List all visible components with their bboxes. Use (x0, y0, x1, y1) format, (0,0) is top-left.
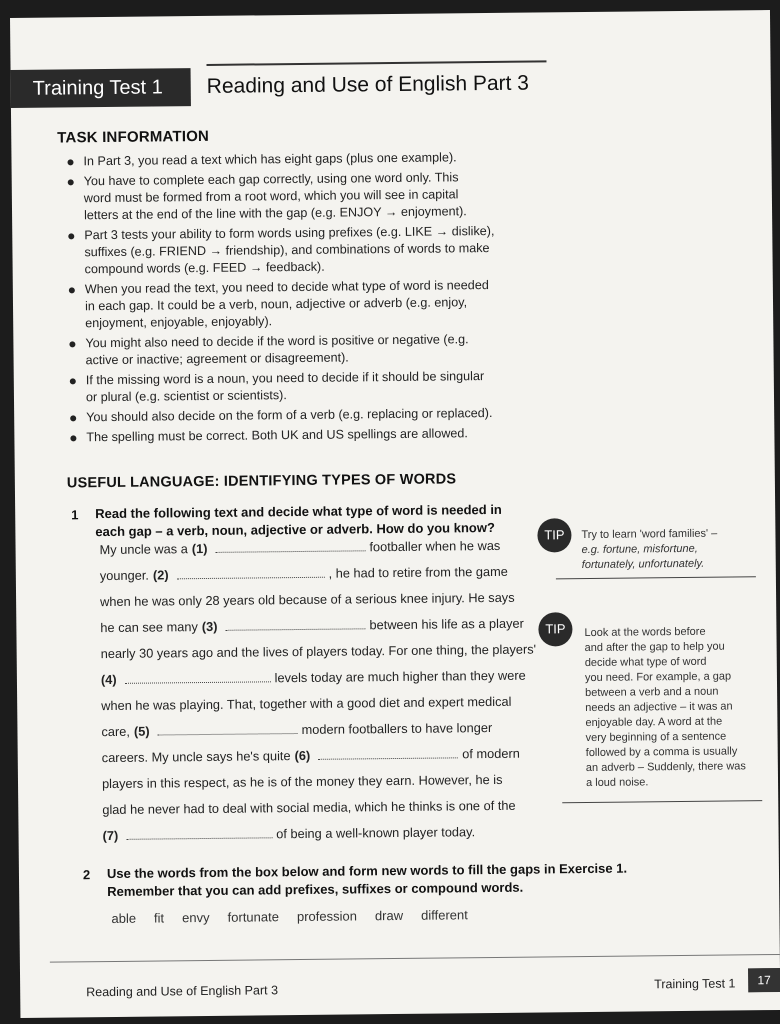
word-box-item: draw (374, 907, 404, 924)
task-bullet-line: letters at the end of the line with the gap (e.g. ENJOY → enjoyment). (83, 204, 467, 223)
gap-3-label: (3) (201, 618, 218, 635)
gap-3-blank[interactable] (225, 615, 365, 630)
task-bullet-line: in each gap. It could be a verb, noun, adjective or adverb (e.g. enjoy, (84, 295, 468, 314)
passage-line (102, 819, 532, 850)
gap-1-blank[interactable] (215, 537, 365, 553)
tip-line: e.g. fortune, misfortune, (581, 542, 698, 557)
tip-line: a loud noise. (585, 776, 649, 790)
task-bullet-line: In Part 3, you read a text which has eight gaps (plus one example). (83, 150, 457, 169)
question-1-number: 1 (71, 507, 79, 523)
task-bullet (66, 405, 536, 427)
tip-line: needs an adjective – it was an (585, 700, 733, 715)
passage-text: between his life as a player (369, 615, 524, 633)
passage-text: care, (101, 723, 131, 740)
gap-5-blank[interactable] (157, 720, 297, 735)
gap-6-label: (6) (294, 747, 311, 764)
word-box-item: able (111, 910, 137, 926)
task-bullet-line: active or inactive; agreement or disagreement). (85, 350, 349, 368)
gap-2-label: (2) (152, 567, 169, 583)
task-bullet-line: compound words (e.g. FEED → feedback). (84, 259, 325, 277)
question-2-instruction-line-2: Remember that you can add prefixes, suffixes or compound words. (107, 879, 524, 900)
passage-text: levels today are much higher than they were (274, 667, 526, 686)
word-box (111, 907, 468, 926)
book-page (10, 10, 780, 1018)
tip-line: followed by a comma is usually (585, 745, 738, 760)
task-information-list (63, 149, 536, 450)
tip-line: decide what type of word (584, 655, 707, 670)
task-bullet-line: You have to complete each gap correctly, using one word only. This (83, 170, 459, 189)
task-bullet-line: enjoyment, enjoyable, enjoyably). (85, 314, 273, 331)
footer-test-label: Training Test 1 (654, 976, 736, 992)
word-box-item: fortunate (227, 909, 280, 925)
passage-text: footballer when he was (369, 537, 501, 555)
question-2-number: 2 (82, 867, 91, 883)
task-bullet (64, 223, 535, 279)
passage-text: younger. (99, 567, 150, 584)
task-bullet (64, 169, 535, 225)
task-information-heading: TASK INFORMATION (57, 127, 210, 147)
question-1-instruction-line-1: Read the following text and decide what type of word is needed in (95, 501, 502, 522)
word-box-item: fit (153, 910, 165, 926)
test-label: Training Test 1 (11, 68, 191, 108)
task-bullet (66, 368, 536, 407)
word-box-item: envy (182, 909, 210, 926)
task-bullet-line: The spelling must be correct. Both UK and US spellings are allowed. (86, 426, 468, 445)
gap-4-blank[interactable] (124, 668, 270, 684)
question-2-instruction-line-1: Use the words from the box below and form new words to fill the gaps in Exercise 1. (106, 860, 628, 882)
tip-line: an adverb – Suddenly, there was (585, 760, 746, 775)
page-header (11, 60, 571, 112)
gap-7-blank[interactable] (126, 824, 272, 840)
word-box-item: profession (296, 908, 357, 925)
task-bullet-line: suffixes (e.g. FRIEND → friendship), and combinations of words to make (84, 240, 490, 260)
passage-line: when he was only 28 years old because of a serious knee injury. He says (100, 589, 515, 610)
task-bullet (63, 149, 533, 171)
gap-7-label: (7) (102, 827, 119, 844)
passage-text: of being a well-known player today. (276, 824, 476, 842)
useful-language-heading: USEFUL LANGUAGE: IDENTIFYING TYPES OF WORDS (66, 471, 457, 492)
task-bullet-line: You might also need to decide if the word is positive or negative (e.g. (85, 332, 469, 351)
tip-1-badge: TIP (537, 518, 571, 552)
passage-line: glad he never had to deal with social media, which he thinks is one of the (102, 797, 516, 818)
gap-fill-passage (99, 533, 537, 849)
tip-2-badge: TIP (538, 612, 572, 646)
question-1-instruction-line-2: each gap – a verb, noun, adjective or adverb. How do you know? (95, 519, 495, 540)
gap-5-label: (5) (133, 723, 150, 739)
gap-6-blank[interactable] (318, 744, 458, 759)
passage-text: My uncle was a (99, 541, 188, 558)
task-bullet-line: word must be formed from a root word, which you will see in capital (83, 187, 459, 206)
gap-2-blank[interactable] (176, 564, 324, 580)
passage-text: he can see many (100, 619, 198, 636)
tip-line: you need. For example, a gap (584, 670, 732, 685)
footer-divider (50, 954, 780, 963)
gap-4-label: (4) (100, 671, 117, 688)
tip-line: enjoyable day. A word at the (585, 715, 723, 730)
tip-2-text (584, 624, 746, 791)
task-bullet-line: You should also decide on the form of a verb (e.g. replacing or replaced). (86, 405, 493, 425)
task-bullet (66, 425, 536, 447)
tip-line: and after the gap to help you (584, 640, 725, 655)
tip-line: Try to learn 'word families' – (581, 527, 718, 542)
tip-line: very beginning of a sentence (585, 730, 727, 745)
tip-2-divider (562, 800, 762, 803)
task-bullet (65, 331, 535, 370)
page-number: 17 (748, 968, 780, 992)
tip-line: between a verb and a noun (585, 685, 719, 700)
task-bullet-line: Part 3 tests your ability to form words using prefixes (e.g. LIKE → dislike), (84, 223, 495, 243)
passage-line: players in this respect, as he is of the money they earn. However, he is (101, 771, 503, 792)
task-bullet (65, 277, 536, 333)
passage-line: when he was playing. That, together with a good diet and expert medical (101, 693, 512, 714)
passage-text: of modern (462, 745, 520, 762)
passage-text: , he had to retire from the game (328, 563, 508, 581)
word-box-item: different (421, 907, 468, 923)
task-bullet-line: When you read the text, you need to decide what type of word is needed (84, 278, 489, 297)
task-bullet-line: If the missing word is a noun, you need to decide if it should be singular (85, 369, 485, 388)
tip-1-divider (556, 576, 756, 579)
task-bullet-line: or plural (e.g. scientist or scientists). (85, 388, 287, 405)
passage-line: nearly 30 years ago and the lives of players today. For one thing, the players' (100, 641, 537, 662)
passage-text: modern footballers to have longer (301, 719, 493, 737)
gap-1-label: (1) (191, 540, 208, 557)
tip-1-text (581, 527, 717, 573)
tip-line: fortunately, unfortunately. (581, 557, 705, 572)
passage-text: careers. My uncle says he's quite (101, 748, 291, 766)
footer-section-title: Reading and Use of English Part 3 (86, 983, 279, 1000)
tip-line: Look at the words before (584, 625, 706, 640)
part-title: Reading and Use of English Part 3 (206, 60, 546, 106)
